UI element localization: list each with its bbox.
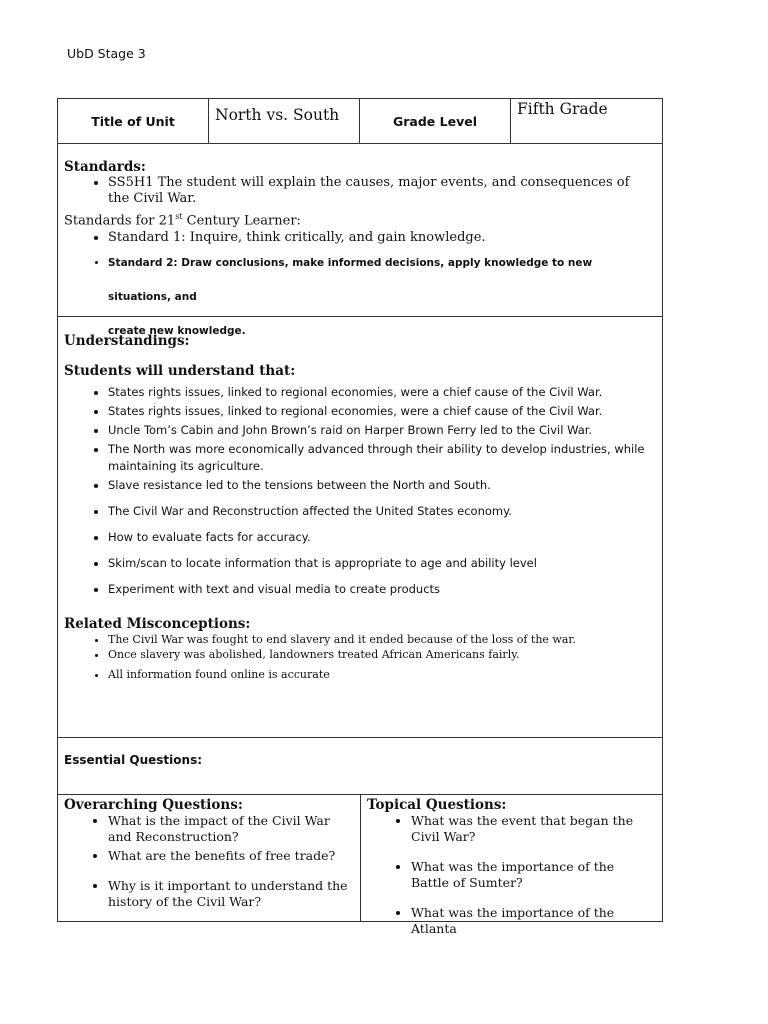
list-item: • What are the benefits of free trade? <box>108 848 354 864</box>
list-item: • How to evaluate facts for accuracy. <box>108 529 654 546</box>
questions-row <box>58 795 662 936</box>
century-learner-line <box>64 207 654 230</box>
list-item: • The Civil War and Reconstruction affected the United States economy. <box>108 503 654 520</box>
list-item: • States rights issues, linked to regional economies, were a chief cause of the Civil War. <box>108 384 654 401</box>
students-understand-heading: Students will understand that: <box>64 363 296 379</box>
topical-questions-heading: Topical Questions: <box>367 797 507 813</box>
list-item: • Experiment with text and visual media to create products <box>108 581 654 598</box>
list-item: • What was the importance of the Atlanta <box>411 905 656 937</box>
list-item-continuation: create new knowledge. <box>108 325 246 338</box>
standards-heading: Standards: <box>64 159 146 175</box>
century-suffix: Century Learner: <box>182 213 301 229</box>
grade-level-label: Grade Level <box>360 99 511 143</box>
list-item: • Standard 2: Draw conclusions, make informed decisions, apply knowledge to new situations, and <box>108 246 654 314</box>
list-item: • The North was more economically advanced through their ability to develop industries, while maintaining its agriculture. <box>108 441 654 475</box>
standards-list <box>64 175 654 207</box>
misconceptions-list <box>64 632 654 682</box>
topical-questions-column <box>361 795 662 936</box>
list-item: • SS5H1 The student will explain the causes, major events, and consequences of the Civil War. <box>108 175 654 207</box>
list-item: • Standard 1: Inquire, think critically, and gain knowledge. <box>108 230 654 246</box>
unit-info-row <box>58 99 662 144</box>
misconceptions-heading: Related Misconceptions: <box>64 616 251 632</box>
standards-section <box>58 144 662 338</box>
list-item: • Uncle Tom’s Cabin and John Brown’s raid on Harper Brown Ferry led to the Civil War. <box>108 422 654 439</box>
topical-questions-list <box>367 813 656 937</box>
learner-standards-list <box>64 230 654 246</box>
list-item: • Skim/scan to locate information that is appropriate to age and ability level <box>108 555 654 572</box>
essential-questions-heading: Essential Questions: <box>64 753 203 767</box>
list-item: • What is the impact of the Civil War and Reconstruction? <box>108 813 354 845</box>
overarching-questions-heading: Overarching Questions: <box>64 797 243 813</box>
title-of-unit-label: Title of Unit <box>58 99 209 143</box>
list-item: • States rights issues, linked to regional economies, were a chief cause of the Civil War. <box>108 403 654 420</box>
understandings-section <box>58 317 662 738</box>
unit-plan-table <box>57 98 663 936</box>
list-item: • Once slavery was abolished, landowners treated African Americans fairly. <box>108 647 654 662</box>
overarching-questions-list <box>64 813 354 910</box>
list-item: • What was the importance of the Battle of Sumter? <box>411 859 656 891</box>
document-header: UbD Stage 3 <box>67 46 146 61</box>
grade-level-value: Fifth Grade <box>517 100 608 118</box>
essential-questions-section <box>58 738 662 795</box>
list-item: • Slave resistance led to the tensions between the North and South. <box>108 477 654 494</box>
list-item: • Why is it important to understand the history of the Civil War? <box>108 878 354 910</box>
list-item: • What was the event that began the Civil War? <box>411 813 656 845</box>
title-of-unit-value: North vs. South <box>209 99 360 143</box>
understandings-heading: Understandings: <box>64 333 190 349</box>
understandings-list <box>64 384 654 598</box>
overarching-questions-column <box>58 795 361 921</box>
list-item: • All information found online is accurate <box>108 667 654 682</box>
list-item: • The Civil War was fought to end slavery and it ended because of the loss of the war. <box>108 632 654 647</box>
century-prefix: Standards for 21 <box>64 213 176 229</box>
century-superscript: st <box>175 212 183 221</box>
